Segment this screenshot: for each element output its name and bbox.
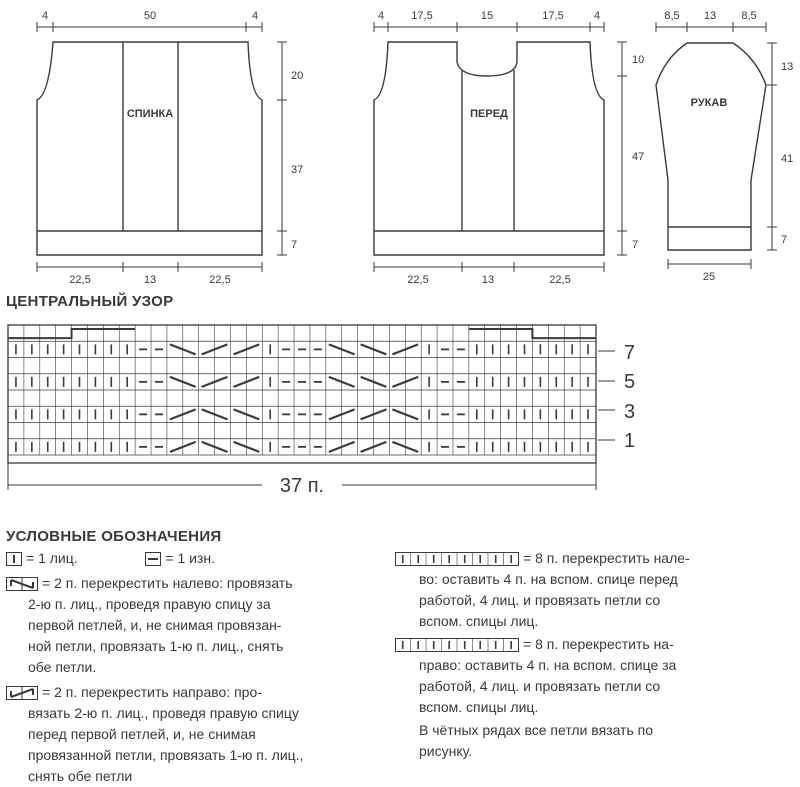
front-right-dim-2: 47 bbox=[632, 151, 645, 163]
row-label-7: 7 bbox=[624, 342, 636, 364]
row-label-1: 1 bbox=[624, 430, 636, 452]
back-right-dim-3: 7 bbox=[291, 239, 298, 251]
legend-cross-right-line-4: провязанной петли, провязать 1-ю п. лиц., bbox=[28, 747, 304, 763]
legend-cable-left bbox=[395, 548, 795, 632]
legend-knit-purl-row bbox=[6, 548, 376, 569]
sleeve-top-dim-2: 13 bbox=[703, 10, 717, 22]
legend-cross-right-line-3: перед первой петлей, и, не снимая bbox=[28, 726, 256, 742]
sleeve-right-dim-3: 7 bbox=[781, 234, 788, 246]
front-top-dim-4: 17,5 bbox=[542, 10, 564, 22]
front-top-dim-2: 17,5 bbox=[411, 10, 433, 22]
pattern-row-labels bbox=[598, 342, 635, 452]
legend-even-rows-line-1: В чётных рядах все петли вязать по bbox=[419, 722, 654, 738]
back-piece bbox=[37, 10, 303, 286]
legend-cross-right-line-5: снять обе петли bbox=[28, 768, 133, 784]
row-label-3: 3 bbox=[624, 401, 636, 423]
legend-purl-text: = 1 изн. bbox=[165, 550, 216, 566]
sleeve-piece bbox=[656, 10, 793, 283]
legend-cable-left-line-4: вспом. спицы лиц. bbox=[419, 613, 539, 629]
legend-title: УСЛОВНЫЕ ОБОЗНАЧЕНИЯ bbox=[6, 528, 222, 545]
schematics bbox=[0, 0, 800, 290]
back-bottom-dim-2: 13 bbox=[143, 274, 157, 286]
sleeve-top-dim-3: 8,5 bbox=[741, 10, 757, 22]
front-right-dim-1: 10 bbox=[632, 54, 645, 66]
legend-cross-right-line-1: = 2 п. перекрестить направо: про- bbox=[42, 684, 262, 700]
legend-cross-left-line-1: = 2 п. перекрестить налево: провязать bbox=[42, 575, 293, 591]
cross-right-symbol-icon bbox=[6, 686, 38, 700]
back-bottom-dim-1: 22,5 bbox=[69, 274, 91, 286]
back-right-dim-1: 20 bbox=[291, 70, 304, 82]
pattern-symbols bbox=[8, 329, 596, 452]
legend-left-column bbox=[6, 548, 376, 787]
front-bottom-dim-1: 22,5 bbox=[407, 274, 429, 286]
cable-left-symbol-icon bbox=[395, 552, 519, 566]
legend-cable-right-line-1: = 8 п. перекрестить на- bbox=[523, 636, 674, 652]
legend-cable-right-line-4: вспом. спицы лиц. bbox=[419, 699, 539, 715]
sleeve-top-dim-1: 8,5 bbox=[664, 10, 680, 22]
sleeve-bottom-dim: 25 bbox=[702, 271, 716, 283]
legend-cable-right-line-3: работой, 4 лиц. и провязать петли со bbox=[419, 678, 661, 694]
legend-cross-left-line-4: ной петли, провязать 1-ю п. лиц., снять bbox=[28, 638, 284, 654]
purl-symbol-icon bbox=[145, 552, 161, 566]
stitch-count-dimension bbox=[8, 463, 596, 497]
front-bottom-dim-2: 13 bbox=[481, 274, 495, 286]
legend-cross-left bbox=[6, 573, 376, 678]
front-top-dim-3: 15 bbox=[480, 10, 494, 22]
pattern-title: ЦЕНТРАЛЬНЫЙ УЗОР bbox=[6, 293, 174, 310]
sleeve-right-dim-1: 13 bbox=[781, 61, 794, 73]
legend-cable-right-line-2: право: оставить 4 п. на вспом. спице за bbox=[419, 657, 677, 673]
front-piece bbox=[374, 10, 644, 286]
cable-left-bracket bbox=[8, 329, 135, 338]
front-right-dim-3: 7 bbox=[632, 239, 639, 251]
cable-right-bracket bbox=[469, 329, 596, 338]
knit-symbol-icon bbox=[6, 552, 22, 566]
back-top-dim-2: 50 bbox=[143, 10, 157, 22]
legend-even-rows bbox=[395, 720, 795, 762]
back-bottom-dim-3: 22,5 bbox=[209, 274, 231, 286]
sleeve-right-dim-2: 41 bbox=[781, 153, 794, 165]
front-bottom-dim-3: 22,5 bbox=[549, 274, 571, 286]
back-right-dim-2: 37 bbox=[291, 164, 304, 176]
back-top-dim-1: 4 bbox=[41, 10, 49, 22]
row-label-5: 5 bbox=[624, 371, 636, 393]
cross-left-symbol-icon bbox=[6, 577, 38, 591]
legend-cable-right bbox=[395, 634, 795, 718]
legend-cross-left-line-3: первой петлей, и, не снимая провязан- bbox=[28, 617, 282, 633]
legend-cross-right-line-2: вязать 2-ю п. лиц., проведя правую спицу bbox=[28, 705, 299, 721]
cable-right-symbol-icon bbox=[395, 638, 519, 652]
legend-right-column bbox=[395, 548, 795, 762]
legend-even-rows-line-2: рисунку. bbox=[419, 743, 473, 759]
legend-knit-text: = 1 лиц. bbox=[26, 550, 78, 566]
legend-cable-left-line-3: работой, 4 лиц. и провязать петли со bbox=[419, 592, 661, 608]
legend-cross-left-line-2: 2-ю п. лиц., проведя правую спицу за bbox=[28, 596, 271, 612]
legend-cross-right bbox=[6, 682, 376, 787]
legend-cross-left-line-5: обе петли. bbox=[28, 659, 97, 675]
back-top-dim-3: 4 bbox=[251, 10, 259, 22]
front-label: ПЕРЕД bbox=[470, 108, 508, 120]
front-top-dim-1: 4 bbox=[377, 10, 385, 22]
front-top-dim-5: 4 bbox=[593, 10, 601, 22]
pattern-chart bbox=[0, 315, 800, 530]
back-label: СПИНКА bbox=[126, 108, 174, 120]
legend-cable-left-line-2: во: оставить 4 п. на вспом. спице перед bbox=[419, 571, 678, 587]
legend-cable-left-line-1: = 8 п. перекрестить нале- bbox=[523, 550, 690, 566]
sleeve-label: РУКАВ bbox=[690, 97, 728, 109]
stitch-count-label: 37 п. bbox=[279, 475, 325, 497]
